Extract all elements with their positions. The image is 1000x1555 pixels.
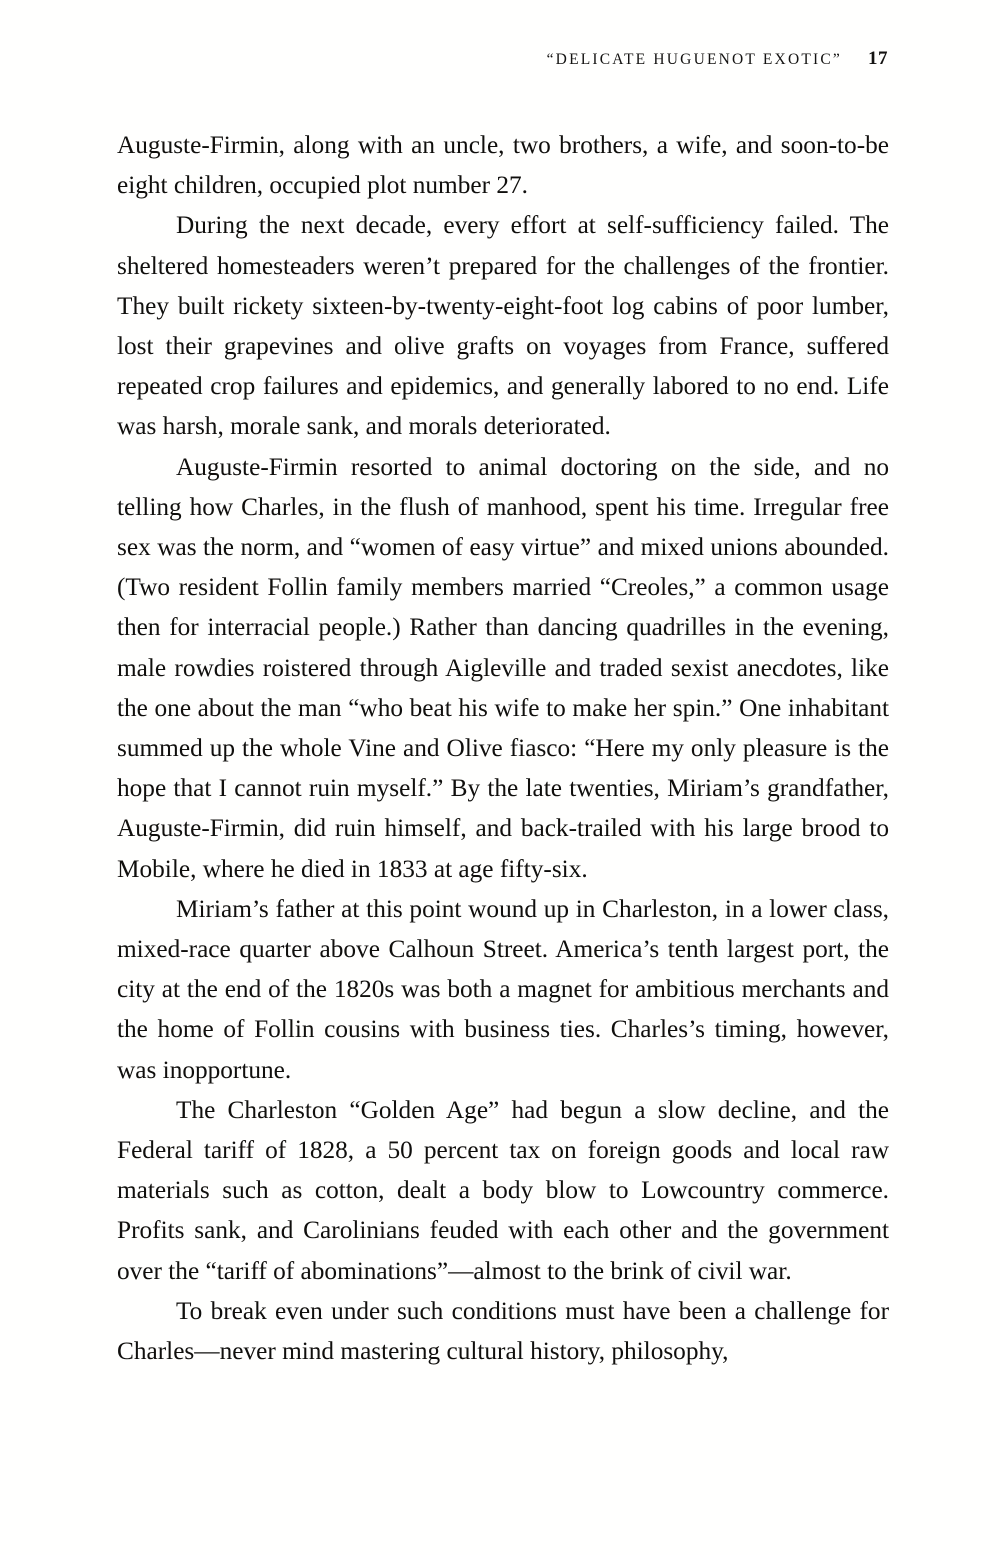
paragraph: To break even under such conditions must have been a challenge for Charles—never mind mastering cultural history, philosophy, (117, 1296, 889, 1366)
running-head (117, 48, 888, 70)
paragraph: Miriam’s father at this point wound up in Charleston, in a lower class, mixed-race quarter above Calhoun Street. America’s tenth largest port, the city at the end of the 1820s was both a magnet for ambitious merchants and the home of Follin cousins with business ties. Charles’s timing, however, was inopportune. (117, 894, 889, 1084)
running-head-title: “DELICATE HUGUENOT EXOTIC” (546, 51, 842, 68)
paragraph: During the next decade, every effort at self-sufficiency failed. The sheltered homesteaders weren’t prepared for the challenges of the frontier. They built rickety sixteen-by-twenty-eight-foot log cabins of poor lumber, lost their grapevines and olive grafts on voyages from France, suffered repeated crop failures and epidemics, and generally labored to no end. Life was harsh, morale sank, and morals deteriorated. (117, 211, 889, 441)
paragraph: The Charleston “Golden Age” had begun a slow decline, and the Federal tariff of 1828, a 50 percent tax on foreign goods and local raw materials such as cotton, dealt a body blow to Lowcountry commerce. Profits sank, and Carolinians feuded with each other and the government over the “tariff of abominations”—almost to the brink of civil war. (117, 1095, 889, 1285)
paragraph: Auguste-Firmin, along with an uncle, two brothers, a wife, and soon-to-be eight children, occupied plot number 27. (117, 131, 889, 200)
page-body (117, 125, 889, 1371)
page-number: 17 (868, 48, 888, 69)
paragraph: Auguste-Firmin resorted to animal doctoring on the side, and no telling how Charles, in the flush of manhood, spent his time. Irregular free sex was the norm, and “women of easy virtue” and mixed unions abounded. (Two resident Follin family members married “Creoles,” a common usage then for interracial people.) Rather than dancing quadrilles in the evening, male rowdies roistered through Aigleville and traded sexist anecdotes, like the one about the man “who beat his wife to make her spin.” One inhabitant summed up the whole Vine and Olive fiasco: “Here my only pleasure is the hope that I cannot ruin myself.” By the late twenties, Miriam’s grandfather, Auguste-Firmin, did ruin himself, and back-trailed with his large brood to Mobile, where he died in 1833 at age fifty-six. (117, 452, 889, 883)
